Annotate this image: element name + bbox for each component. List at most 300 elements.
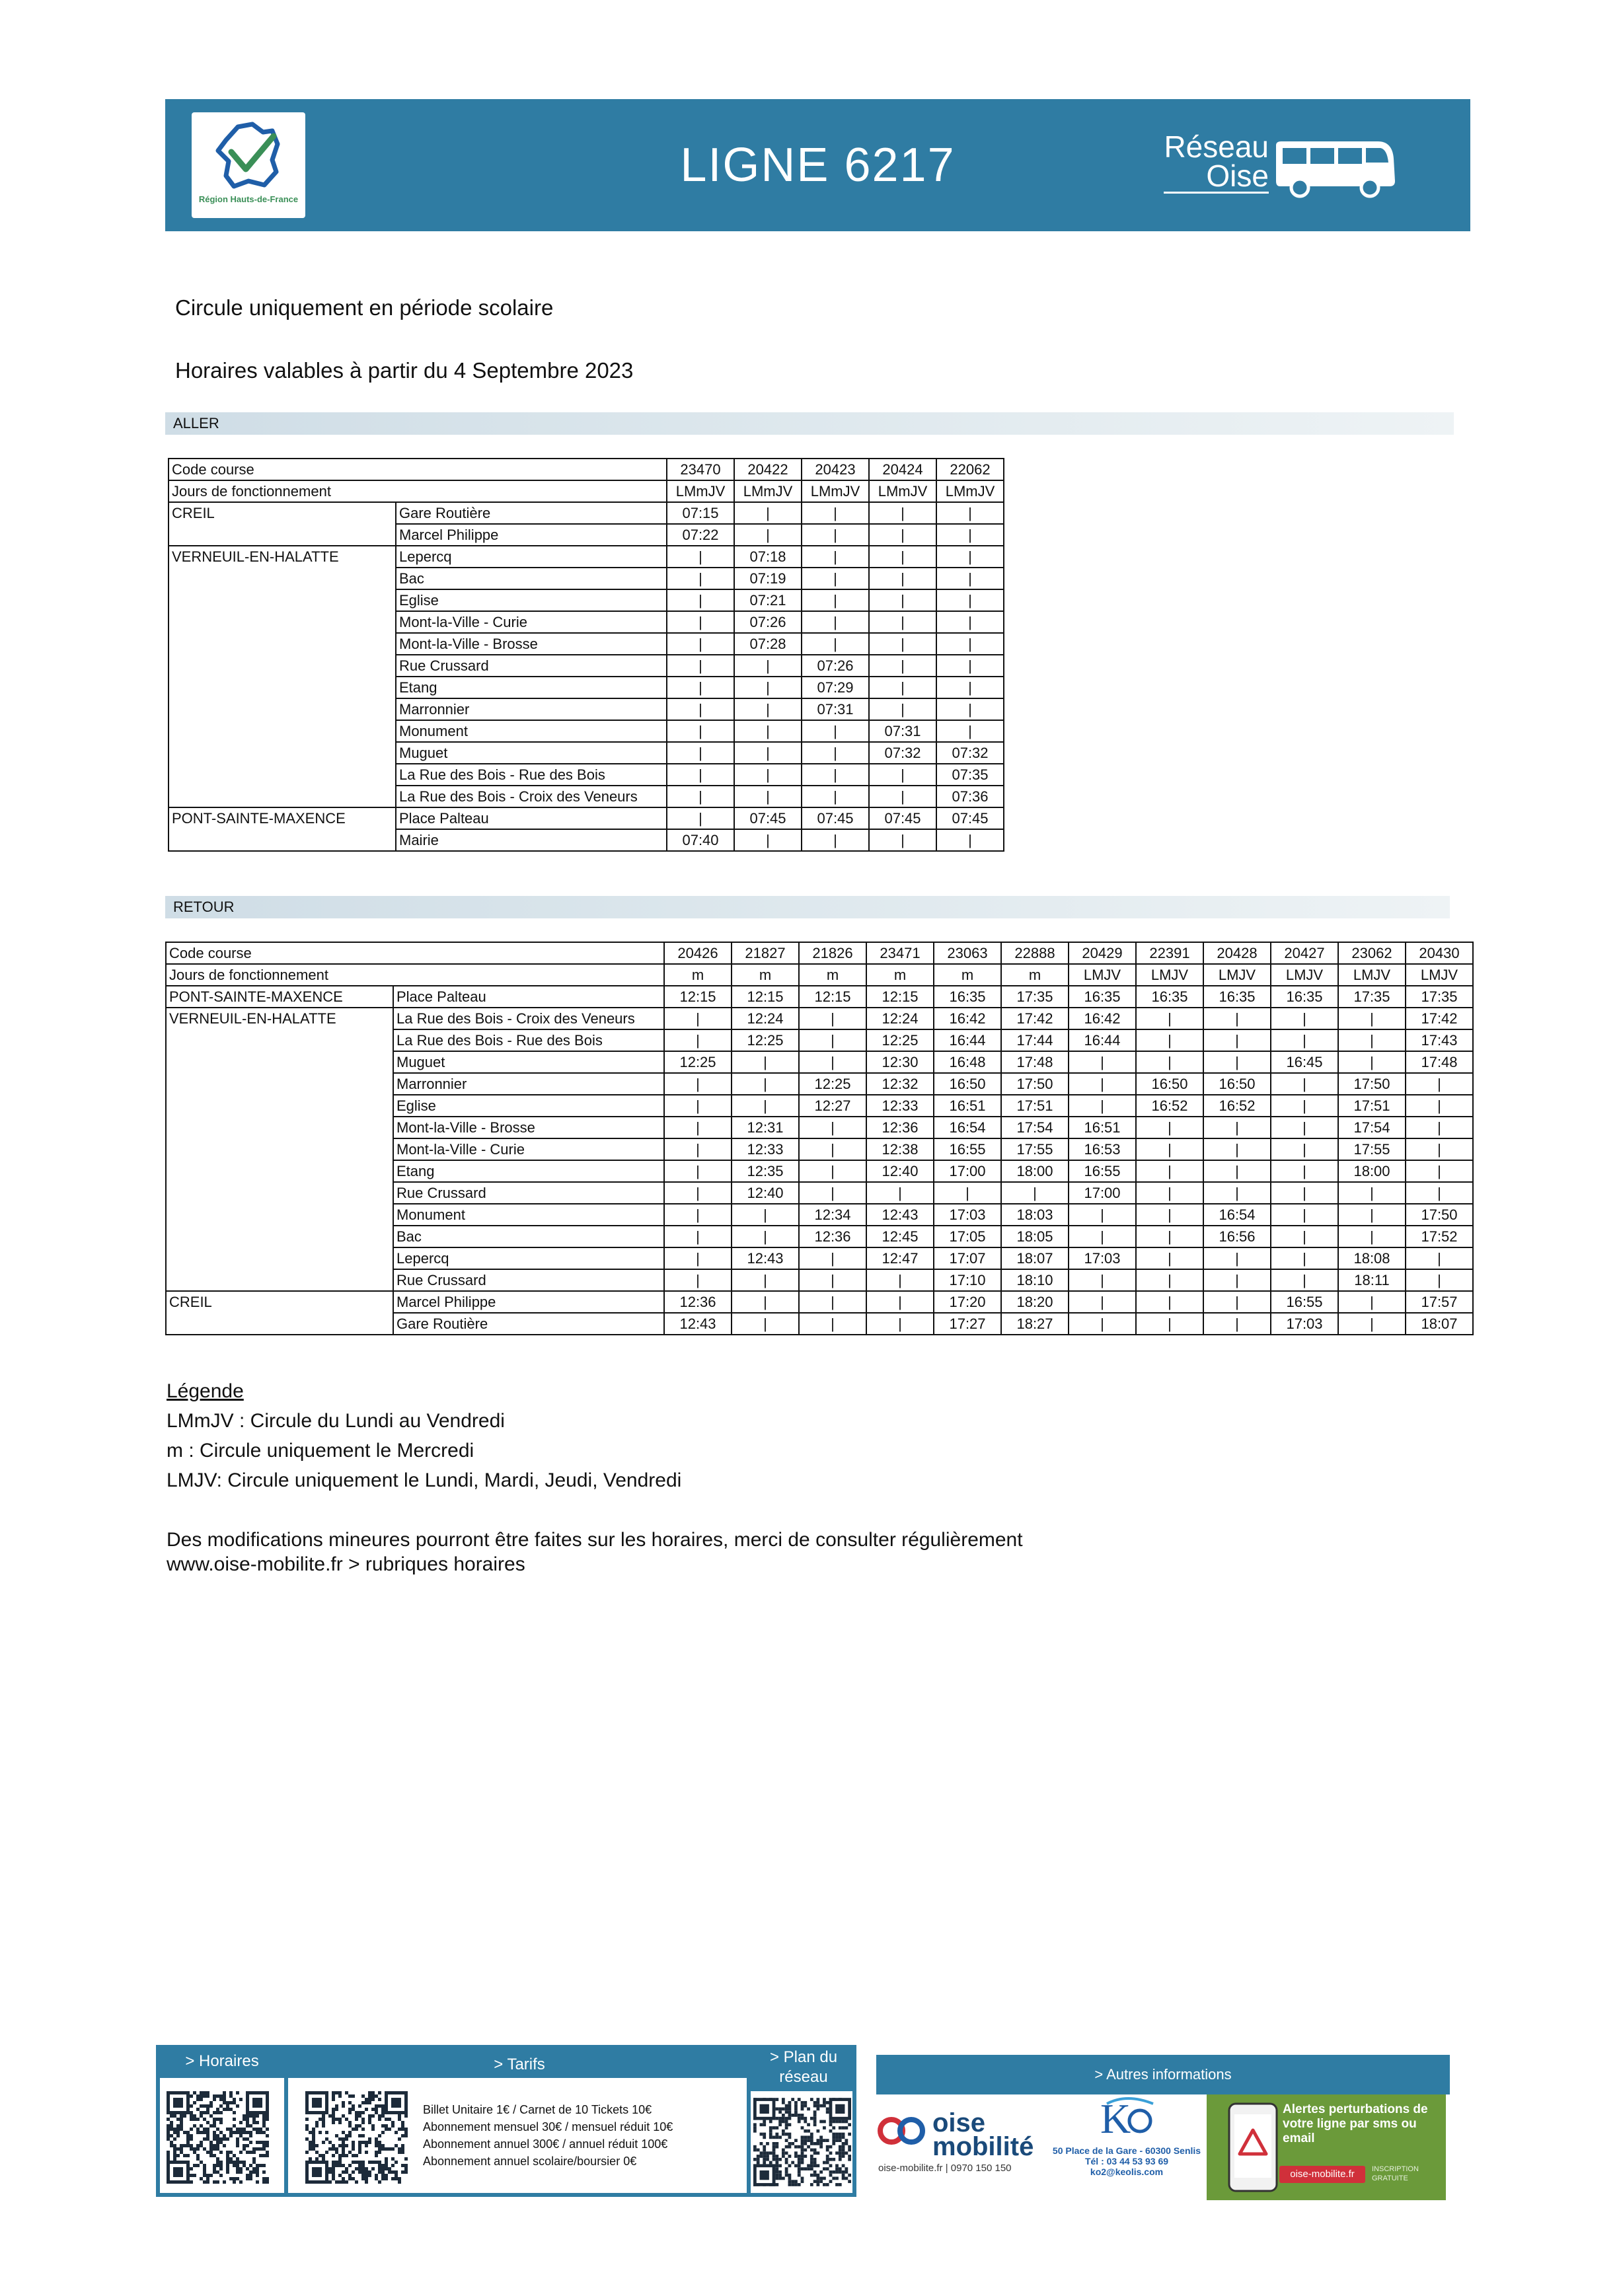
time-cell: | (802, 524, 869, 546)
stop-row (166, 1095, 1473, 1117)
oise-contact: oise-mobilite.fr | 0970 150 150 (878, 2163, 1012, 2174)
aller-section-bar (165, 412, 1454, 435)
town-cell (166, 1073, 393, 1095)
time-cell: | (732, 1226, 799, 1247)
time-cell: 17:05 (934, 1226, 1001, 1247)
time-cell: | (802, 829, 869, 851)
time-cell: 07:15 (667, 502, 734, 524)
tab-infos-label: > Autres informations (1094, 2066, 1232, 2083)
time-cell: 17:52 (1406, 1226, 1473, 1247)
time-cell: 18:20 (1001, 1291, 1069, 1313)
time-cell: | (866, 1313, 934, 1335)
time-cell: | (802, 786, 869, 807)
time-cell: | (1406, 1247, 1473, 1269)
time-cell: | (799, 1138, 866, 1160)
time-cell: | (1069, 1095, 1136, 1117)
course-code: 20422 (734, 459, 802, 480)
time-cell: 12:15 (664, 986, 732, 1008)
time-cell: | (934, 1182, 1001, 1204)
time-cell: | (936, 655, 1004, 677)
time-cell: | (1069, 1204, 1136, 1226)
time-cell: | (802, 546, 869, 568)
alert-text: Alertes perturbations de votre ligne par sms ou email (1283, 2102, 1428, 2145)
days-code: LMmJV (667, 480, 734, 502)
time-cell: | (799, 1291, 866, 1313)
time-cell: | (1136, 1051, 1203, 1073)
stop-name: La Rue des Bois - Rue des Bois (393, 1029, 664, 1051)
time-cell: 12:40 (866, 1160, 934, 1182)
time-cell: | (734, 742, 802, 764)
time-cell: 07:35 (936, 764, 1004, 786)
time-cell: 12:45 (866, 1226, 934, 1247)
time-cell: | (1069, 1051, 1136, 1073)
stop-name: Bac (396, 568, 667, 589)
qr-code-tarifs-icon[interactable] (305, 2091, 408, 2184)
time-cell: | (1338, 1182, 1406, 1204)
time-cell: 17:03 (934, 1204, 1001, 1226)
time-cell: | (1136, 1029, 1203, 1051)
time-cell: 07:19 (734, 568, 802, 589)
course-code: 20424 (869, 459, 936, 480)
time-cell: 12:25 (664, 1051, 732, 1073)
town-cell: PONT-SAINTE-MAXENCE (166, 986, 393, 1008)
time-cell: | (1271, 1226, 1338, 1247)
time-cell: | (1069, 1313, 1136, 1335)
time-cell: 16:50 (1136, 1073, 1203, 1095)
time-cell: | (667, 720, 734, 742)
time-cell: 07:22 (667, 524, 734, 546)
time-cell: | (664, 1029, 732, 1051)
oise-word-logo: oise (932, 2108, 986, 2137)
code-label: Code course (169, 459, 667, 480)
time-cell: 16:44 (934, 1029, 1001, 1051)
keolis-email: ko2@keolis.com (1090, 2166, 1164, 2177)
stop-name: Marcel Philippe (396, 524, 667, 546)
time-cell: | (732, 1291, 799, 1313)
time-cell: 17:57 (1406, 1291, 1473, 1313)
time-cell: 12:15 (732, 986, 799, 1008)
time-cell: | (667, 786, 734, 807)
town-cell (166, 1095, 393, 1117)
time-cell: 07:45 (734, 807, 802, 829)
time-cell: | (664, 1073, 732, 1095)
time-cell: 16:55 (1271, 1291, 1338, 1313)
time-cell: 17:50 (1338, 1073, 1406, 1095)
time-cell: | (869, 611, 936, 633)
time-cell: 17:54 (1001, 1117, 1069, 1138)
validity-note: Horaires valables à partir du 4 Septembre 2023 (175, 358, 634, 383)
time-cell: 17:48 (1406, 1051, 1473, 1073)
time-cell: 07:45 (936, 807, 1004, 829)
stop-row (169, 589, 1004, 611)
time-cell: | (667, 742, 734, 764)
stop-name: Gare Routière (396, 502, 667, 524)
time-cell: 16:42 (1069, 1008, 1136, 1029)
course-code: 23470 (667, 459, 734, 480)
time-cell: 16:52 (1203, 1095, 1271, 1117)
time-cell: | (869, 677, 936, 698)
tab-horaires (156, 2045, 288, 2078)
time-cell: 18:03 (1001, 1204, 1069, 1226)
days-code: LMmJV (869, 480, 936, 502)
stop-name: Monument (393, 1204, 664, 1226)
course-code: 20426 (664, 942, 732, 964)
stop-row (169, 677, 1004, 698)
time-cell: | (664, 1095, 732, 1117)
time-cell: 12:36 (664, 1291, 732, 1313)
time-cell: | (936, 502, 1004, 524)
days-row (169, 480, 1004, 502)
time-cell: | (1271, 1008, 1338, 1029)
town-cell (169, 764, 396, 786)
time-cell: 16:53 (1069, 1138, 1136, 1160)
keolis-address: 50 Place de la Gare - 60300 Senlis (1052, 2145, 1201, 2156)
time-cell: 16:35 (1271, 986, 1338, 1008)
days-code: LMmJV (802, 480, 869, 502)
days-code: m (934, 964, 1001, 986)
time-cell: | (664, 1226, 732, 1247)
stop-row (169, 807, 1004, 829)
town-cell (166, 1182, 393, 1204)
oise-mobilite-rings-icon (876, 2111, 928, 2151)
days-code: LMJV (1338, 964, 1406, 986)
course-code: 23062 (1338, 942, 1406, 964)
time-cell: | (1271, 1247, 1338, 1269)
time-cell: | (1069, 1226, 1136, 1247)
time-cell: | (1203, 1291, 1271, 1313)
time-cell: | (936, 829, 1004, 851)
time-cell: | (866, 1291, 934, 1313)
time-cell: | (1338, 1029, 1406, 1051)
town-cell (166, 1226, 393, 1247)
time-cell: 17:54 (1338, 1117, 1406, 1138)
time-cell: | (1271, 1269, 1338, 1291)
time-cell: 16:48 (934, 1051, 1001, 1073)
town-cell (169, 720, 396, 742)
time-cell: | (667, 589, 734, 611)
days-code: LMmJV (936, 480, 1004, 502)
course-code: 20428 (1203, 942, 1271, 964)
keolis-ko2-logo (1051, 2094, 1203, 2177)
time-cell: 18:00 (1001, 1160, 1069, 1182)
time-cell: | (1271, 1204, 1338, 1226)
town-cell (166, 1051, 393, 1073)
time-cell: | (869, 524, 936, 546)
days-code: LMJV (1069, 964, 1136, 986)
time-cell: | (667, 655, 734, 677)
time-cell: | (1406, 1160, 1473, 1182)
legend-item-lmmjv: LMmJV : Circule du Lundi au Vendredi (167, 1410, 505, 1432)
time-cell: | (936, 677, 1004, 698)
course-code: 23471 (866, 942, 934, 964)
time-cell: | (1136, 1226, 1203, 1247)
aller-timetable (168, 458, 1004, 852)
time-cell: | (936, 633, 1004, 655)
stop-row (166, 1138, 1473, 1160)
time-cell: 17:27 (934, 1313, 1001, 1335)
time-cell: 12:27 (799, 1095, 866, 1117)
tarif-mensuel: Abonnement mensuel 30€ / mensuel réduit 10€ (423, 2120, 673, 2133)
course-code: 20429 (1069, 942, 1136, 964)
time-cell: 17:51 (1338, 1095, 1406, 1117)
retour-section-bar (165, 896, 1450, 918)
time-cell: 07:29 (802, 677, 869, 698)
town-cell (169, 524, 396, 546)
time-cell: 16:52 (1136, 1095, 1203, 1117)
time-cell: | (1338, 1291, 1406, 1313)
days-code: m (799, 964, 866, 986)
town-cell: PONT-SAINTE-MAXENCE (169, 807, 396, 829)
days-code: LMJV (1203, 964, 1271, 986)
stop-name: Marcel Philippe (393, 1291, 664, 1313)
town-cell (169, 589, 396, 611)
time-cell: 12:32 (866, 1073, 934, 1095)
time-cell: | (732, 1269, 799, 1291)
time-cell: | (734, 524, 802, 546)
time-cell: 17:10 (934, 1269, 1001, 1291)
time-cell: | (1069, 1073, 1136, 1095)
header-band (165, 99, 1470, 231)
time-cell: | (734, 786, 802, 807)
time-cell: | (799, 1247, 866, 1269)
time-cell: 07:45 (869, 807, 936, 829)
time-cell: | (869, 568, 936, 589)
time-cell: | (1203, 1160, 1271, 1182)
town-cell: VERNEUIL-EN-HALATTE (169, 546, 396, 568)
time-cell: 12:30 (866, 1051, 934, 1073)
town-cell (166, 1269, 393, 1291)
time-cell: | (732, 1073, 799, 1095)
stop-row (166, 1008, 1473, 1029)
days-row (166, 964, 1473, 986)
tarifs-list (423, 2101, 673, 2170)
time-cell: 16:35 (934, 986, 1001, 1008)
town-cell (166, 1204, 393, 1226)
time-cell: | (1203, 1138, 1271, 1160)
time-cell: 12:43 (866, 1204, 934, 1226)
tab-plan-label-2: réseau (779, 2068, 828, 2086)
stop-row (169, 611, 1004, 633)
time-cell: | (799, 1008, 866, 1029)
sms-alert-panel[interactable] (1207, 2094, 1446, 2200)
town-cell: VERNEUIL-EN-HALATTE (166, 1008, 393, 1029)
time-cell: 17:35 (1338, 986, 1406, 1008)
time-cell: 12:15 (799, 986, 866, 1008)
stop-row (166, 1291, 1473, 1313)
time-cell: | (1136, 1008, 1203, 1029)
time-cell: | (667, 698, 734, 720)
qr-code-plan-icon[interactable] (753, 2096, 851, 2188)
time-cell: | (799, 1269, 866, 1291)
keolis-tel: Tél : 03 44 53 93 69 (1084, 2156, 1169, 2166)
time-cell: | (1136, 1313, 1203, 1335)
region-name: Région Hauts-de-France (198, 194, 299, 204)
bus-icon (1272, 139, 1398, 198)
time-cell: | (802, 611, 869, 633)
time-cell: 17:50 (1406, 1204, 1473, 1226)
stop-name: Etang (393, 1160, 664, 1182)
time-cell: 07:36 (936, 786, 1004, 807)
time-cell: | (869, 829, 936, 851)
stop-name: Lepercq (396, 546, 667, 568)
svg-text:K: K (1100, 2095, 1131, 2141)
town-cell: CREIL (166, 1291, 393, 1313)
stop-name: La Rue des Bois - Croix des Veneurs (393, 1008, 664, 1029)
time-cell: | (869, 655, 936, 677)
stop-row (166, 1051, 1473, 1073)
days-code: LMmJV (734, 480, 802, 502)
oise-word: Oise (1164, 161, 1269, 194)
time-cell: | (1136, 1291, 1203, 1313)
time-cell: 16:51 (934, 1095, 1001, 1117)
time-cell: 07:31 (802, 698, 869, 720)
tarif-scolaire: Abonnement annuel scolaire/boursier 0€ (423, 2155, 637, 2168)
stop-name: Rue Crussard (393, 1269, 664, 1291)
stop-name: La Rue des Bois - Croix des Veneurs (396, 786, 667, 807)
time-cell: | (734, 502, 802, 524)
town-cell (169, 786, 396, 807)
time-cell: | (732, 1095, 799, 1117)
time-cell: | (1338, 1204, 1406, 1226)
course-code: 22062 (936, 459, 1004, 480)
stop-name: La Rue des Bois - Rue des Bois (396, 764, 667, 786)
town-cell (166, 1029, 393, 1051)
stop-name: Etang (396, 677, 667, 698)
time-cell: | (1338, 1313, 1406, 1335)
tab-plan (751, 2045, 856, 2091)
time-cell: | (869, 698, 936, 720)
time-cell: | (667, 677, 734, 698)
course-code: 20427 (1271, 942, 1338, 964)
legend-item-lmjv: LMJV: Circule uniquement le Lundi, Mardi, Jeudi, Vendredi (167, 1469, 682, 1491)
time-cell: | (799, 1029, 866, 1051)
website-note: www.oise-mobilite.fr > rubriques horaires (167, 1553, 525, 1575)
time-cell: | (802, 742, 869, 764)
modification-note: Des modifications mineures pourront être faites sur les horaires, merci de consulter régulièrement (167, 1529, 1023, 1551)
time-cell: 17:51 (1001, 1095, 1069, 1117)
time-cell: 18:07 (1001, 1247, 1069, 1269)
time-cell: | (1136, 1160, 1203, 1182)
time-cell: 16:42 (934, 1008, 1001, 1029)
stop-name: Lepercq (393, 1247, 664, 1269)
time-cell: | (1136, 1138, 1203, 1160)
stop-name: Eglise (396, 589, 667, 611)
retour-timetable (165, 942, 1474, 1335)
time-cell: | (869, 764, 936, 786)
time-cell: | (1136, 1204, 1203, 1226)
town-cell (169, 742, 396, 764)
stop-row (169, 742, 1004, 764)
time-cell: | (732, 1204, 799, 1226)
time-cell: 17:35 (1406, 986, 1473, 1008)
time-cell: 17:35 (1001, 986, 1069, 1008)
time-cell: 07:26 (734, 611, 802, 633)
time-cell: 12:25 (866, 1029, 934, 1051)
retour-label: RETOUR (173, 899, 235, 915)
time-cell: | (799, 1117, 866, 1138)
time-cell: | (667, 568, 734, 589)
qr-code-horaires-icon[interactable] (167, 2091, 269, 2184)
time-cell: 07:26 (802, 655, 869, 677)
time-cell: | (1406, 1138, 1473, 1160)
stop-row (169, 546, 1004, 568)
time-cell: 17:43 (1406, 1029, 1473, 1051)
time-cell: 16:35 (1203, 986, 1271, 1008)
time-cell: | (667, 633, 734, 655)
time-cell: 17:44 (1001, 1029, 1069, 1051)
tab-tarifs (288, 2045, 751, 2078)
town-cell (169, 655, 396, 677)
time-cell: 12:25 (732, 1029, 799, 1051)
time-cell: 18:05 (1001, 1226, 1069, 1247)
time-cell: 16:54 (934, 1117, 1001, 1138)
time-cell: | (869, 502, 936, 524)
course-code: 23063 (934, 942, 1001, 964)
stop-name: Muguet (393, 1051, 664, 1073)
time-cell: | (1203, 1182, 1271, 1204)
time-cell: | (936, 568, 1004, 589)
time-cell: | (1069, 1291, 1136, 1313)
time-cell: | (802, 589, 869, 611)
time-cell: | (936, 589, 1004, 611)
course-code: 20430 (1406, 942, 1473, 964)
time-cell: | (799, 1313, 866, 1335)
stop-row (166, 1247, 1473, 1269)
town-cell (169, 633, 396, 655)
time-cell: 17:07 (934, 1247, 1001, 1269)
time-cell: | (1338, 1008, 1406, 1029)
stop-name: Mont-la-Ville - Brosse (393, 1117, 664, 1138)
time-cell: | (1203, 1051, 1271, 1073)
time-cell: | (1136, 1269, 1203, 1291)
time-cell: 17:03 (1271, 1313, 1338, 1335)
stop-name: Mairie (396, 829, 667, 851)
time-cell: | (1271, 1095, 1338, 1117)
time-cell: | (1136, 1247, 1203, 1269)
town-cell (166, 1247, 393, 1269)
time-cell: 12:33 (732, 1138, 799, 1160)
stop-name: Gare Routière (393, 1313, 664, 1335)
stop-row (166, 1182, 1473, 1204)
tarif-billet: Billet Unitaire 1€ / Carnet de 10 Tickets 10€ (423, 2103, 652, 2116)
legend-item-m: m : Circule uniquement le Mercredi (167, 1440, 474, 1462)
stop-name: Rue Crussard (393, 1182, 664, 1204)
school-period-note: Circule uniquement en période scolaire (175, 295, 554, 320)
time-cell: | (732, 1313, 799, 1335)
time-cell: | (667, 546, 734, 568)
time-cell: | (734, 829, 802, 851)
time-cell: 07:21 (734, 589, 802, 611)
time-cell: | (1203, 1117, 1271, 1138)
time-cell: 12:38 (866, 1138, 934, 1160)
days-code: m (732, 964, 799, 986)
time-cell: | (802, 764, 869, 786)
stop-row (166, 1226, 1473, 1247)
town-cell: CREIL (169, 502, 396, 524)
time-cell: 07:18 (734, 546, 802, 568)
stop-name: Rue Crussard (396, 655, 667, 677)
alert-site-button[interactable]: oise-mobilite.fr (1279, 2166, 1365, 2183)
time-cell: 17:42 (1001, 1008, 1069, 1029)
time-cell: 12:36 (799, 1226, 866, 1247)
course-code: 21827 (732, 942, 799, 964)
stop-row (166, 1073, 1473, 1095)
aller-label: ALLER (173, 415, 219, 431)
time-cell: 17:48 (1001, 1051, 1069, 1073)
time-cell: 17:50 (1001, 1073, 1069, 1095)
stop-name: Eglise (393, 1095, 664, 1117)
time-cell: 17:42 (1406, 1008, 1473, 1029)
